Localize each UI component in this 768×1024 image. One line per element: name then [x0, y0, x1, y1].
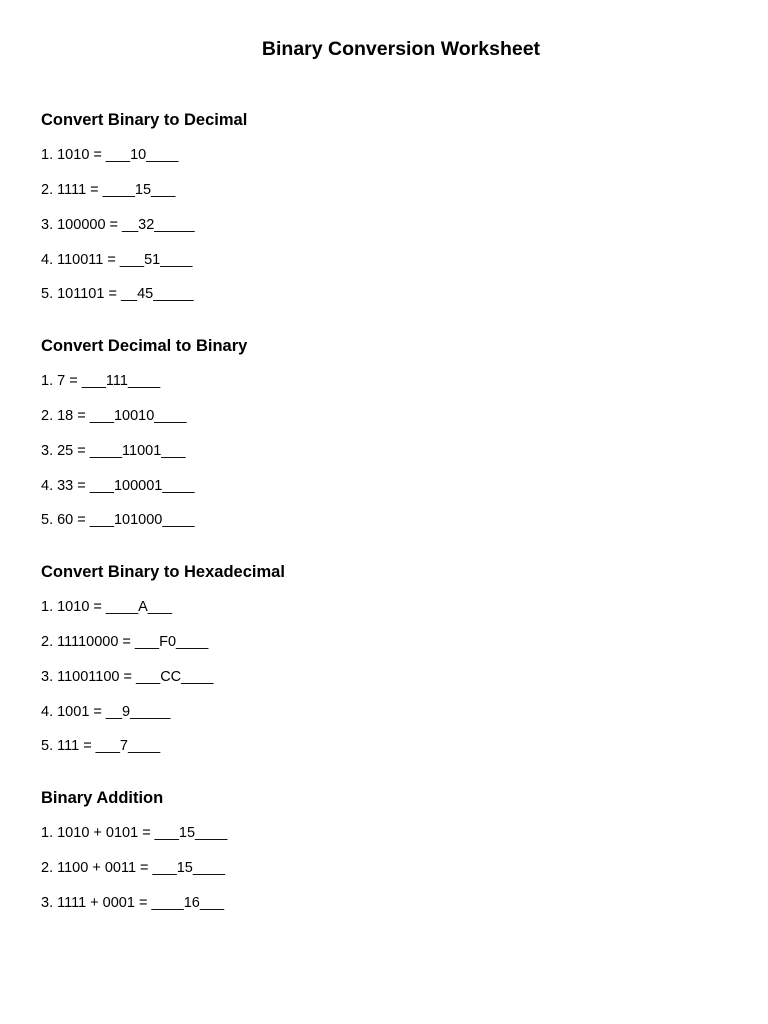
question-item: 2. 1111 = ____15___ — [41, 182, 176, 198]
question-item: 1. 1010 = ____A___ — [41, 599, 173, 615]
question-item: 1. 1010 + 0101 = ___15____ — [41, 825, 228, 841]
section-heading-binary-to-hexadecimal: Convert Binary to Hexadecimal — [41, 563, 285, 581]
question-item: 2. 1100 + 0011 = ___15____ — [41, 860, 226, 876]
question-item: 4. 33 = ___100001____ — [41, 478, 195, 494]
question-item: 1. 1010 = ___10____ — [41, 147, 179, 163]
question-item: 3. 1111 + 0001 = ____16___ — [41, 895, 225, 911]
question-item: 4. 1001 = __9_____ — [41, 704, 171, 720]
question-item: 4. 110011 = ___51____ — [41, 252, 193, 268]
question-item: 1. 7 = ___111____ — [41, 373, 161, 389]
section-heading-binary-addition: Binary Addition — [41, 789, 164, 807]
page-title: Binary Conversion Worksheet — [261, 38, 541, 60]
question-item: 5. 101101 = __45_____ — [41, 286, 194, 302]
question-item: 2. 18 = ___10010____ — [41, 408, 187, 424]
section-heading-binary-to-decimal: Convert Binary to Decimal — [41, 111, 248, 129]
section-heading-decimal-to-binary: Convert Decimal to Binary — [41, 337, 248, 355]
question-item: 3. 25 = ____11001___ — [41, 443, 186, 459]
question-item: 3. 100000 = __32_____ — [41, 217, 195, 233]
question-item: 5. 111 = ___7____ — [41, 738, 161, 754]
question-item: 3. 11001100 = ___CC____ — [41, 669, 214, 685]
question-item: 2. 11110000 = ___F0____ — [41, 634, 209, 650]
question-item: 5. 60 = ___101000____ — [41, 512, 195, 528]
